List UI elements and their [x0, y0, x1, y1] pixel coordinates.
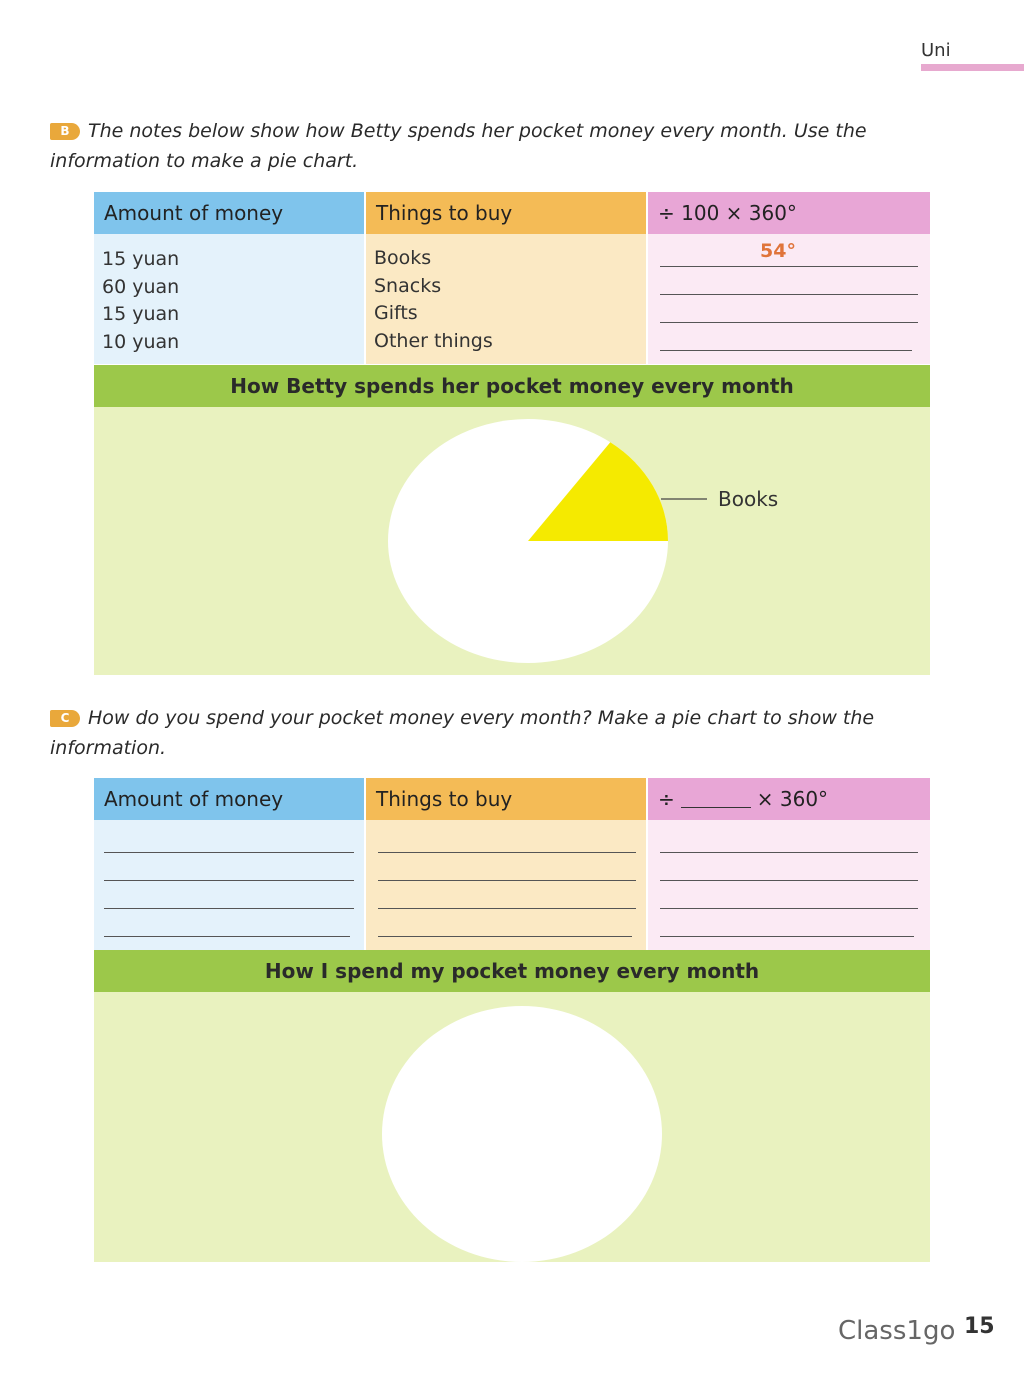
amount-cell: 60 yuan [102, 276, 180, 298]
things-header: Things to buy [366, 192, 646, 234]
my-chart-title: How I spend my pocket money every month [94, 950, 930, 992]
calc-multiply-text: × 360° [756, 787, 829, 811]
things-blank-line[interactable] [378, 936, 632, 937]
section-b-instruction [50, 116, 930, 176]
things-blank-line[interactable] [378, 908, 636, 909]
thing-cell: Snacks [374, 275, 442, 297]
amount-header: Amount of money [94, 192, 364, 234]
degrees-answer: 54° [760, 240, 796, 262]
pie-label-books: Books [718, 487, 779, 511]
section-b-text: The notes below show how Betty spends her pocket money every month. Use the information to make a pie chart. [50, 120, 867, 172]
degrees-column [648, 192, 930, 364]
amount-cell: 15 yuan [102, 303, 180, 325]
degrees-header: ÷ 100 × 360° [648, 192, 930, 234]
amount-header: Amount of money [94, 778, 364, 820]
my-pie-chart [94, 992, 930, 1262]
amount-blank-line[interactable] [104, 936, 350, 937]
degrees-blank-line[interactable] [660, 908, 918, 909]
things-blank-line[interactable] [378, 880, 636, 881]
amount-blank-line[interactable] [104, 908, 354, 909]
betty-chart-panel [94, 365, 930, 675]
section-c-badge: C [50, 710, 80, 727]
degrees-blank-line[interactable] [660, 350, 912, 351]
thing-cell: Books [374, 247, 432, 269]
unit-label: Uni [921, 40, 951, 61]
amount-column [94, 192, 364, 364]
section-b-badge: B [50, 123, 80, 140]
amount-blank-line[interactable] [104, 880, 354, 881]
section-c-table [94, 778, 930, 950]
degrees-column [648, 778, 930, 950]
things-column [366, 778, 646, 950]
degrees-blank-line[interactable] [660, 880, 918, 881]
amount-cell: 10 yuan [102, 331, 180, 353]
unit-color-bar [921, 64, 1024, 71]
section-b-table [94, 192, 930, 364]
page-number: 15 [964, 1314, 995, 1339]
degrees-blank-line[interactable] [660, 294, 918, 295]
amount-blank-line[interactable] [104, 852, 354, 853]
things-header: Things to buy [366, 778, 646, 820]
degrees-blank-line[interactable] [660, 852, 918, 853]
things-blank-line[interactable] [378, 852, 636, 853]
degrees-blank-line[interactable] [660, 322, 918, 323]
betty-pie-chart [94, 407, 930, 675]
blank-pie-circle[interactable] [382, 1006, 662, 1262]
degrees-header [648, 778, 930, 820]
divisor-blank[interactable] [681, 789, 751, 808]
amount-column [94, 778, 364, 950]
degrees-blank-line[interactable] [660, 936, 914, 937]
watermark-logo: Class1go [838, 1316, 956, 1346]
things-column [366, 192, 646, 364]
calc-divide-sign: ÷ [658, 787, 675, 811]
degrees-blank-line[interactable] [660, 266, 918, 267]
betty-chart-title: How Betty spends her pocket money every month [94, 365, 930, 407]
section-c-instruction [50, 703, 930, 763]
thing-cell: Gifts [374, 302, 418, 324]
thing-cell: Other things [374, 330, 493, 352]
my-chart-panel [94, 950, 930, 1262]
section-c-text: How do you spend your pocket money every month? Make a pie chart to show the information. [50, 707, 875, 759]
amount-cell: 15 yuan [102, 248, 180, 270]
